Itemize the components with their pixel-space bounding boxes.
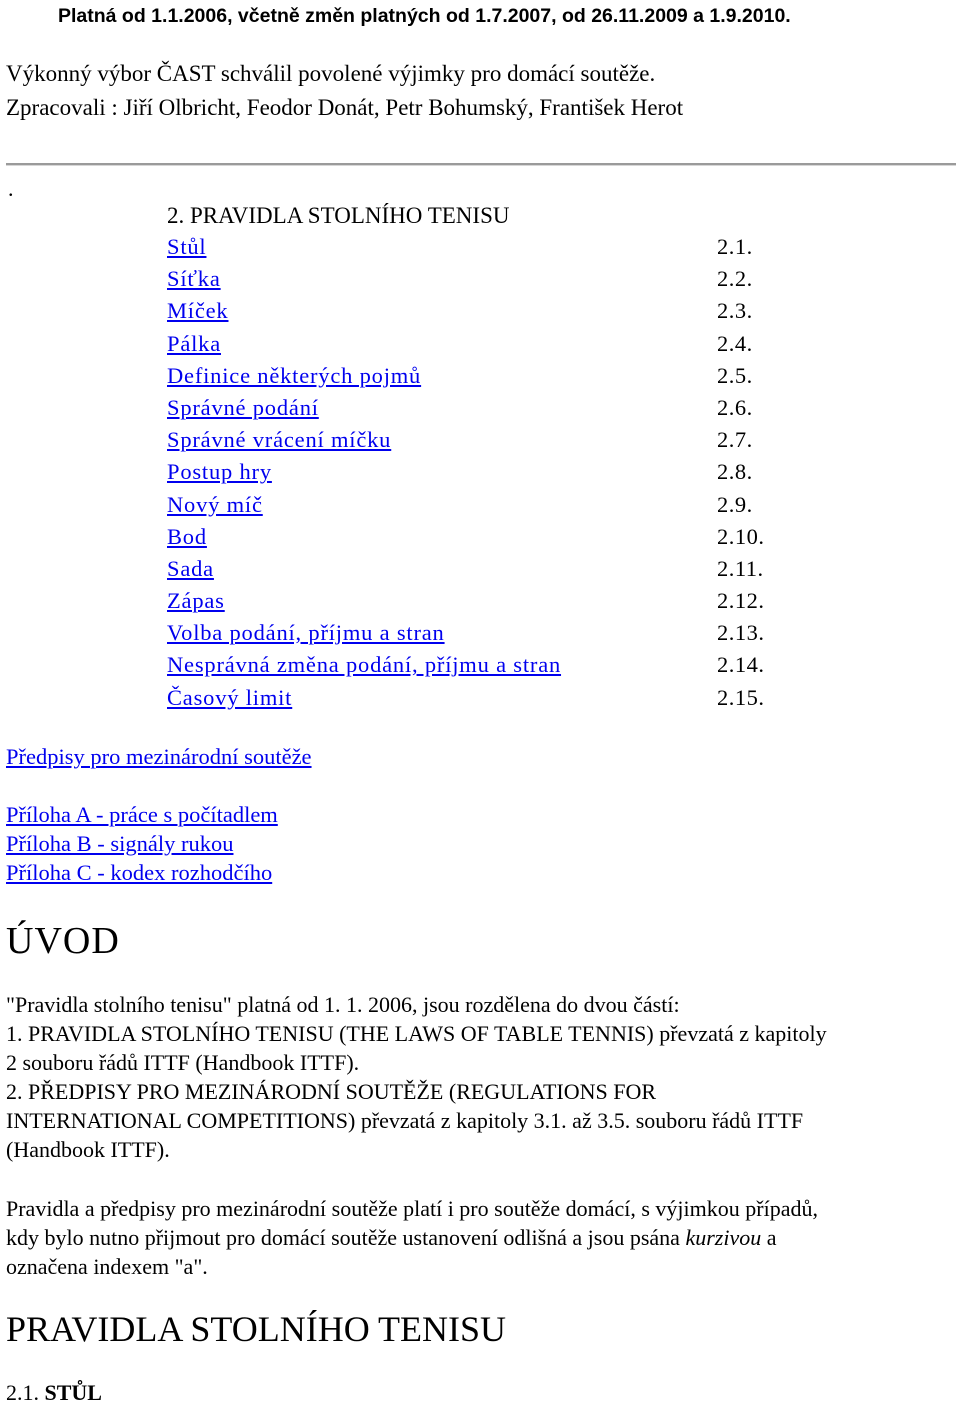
toc-number: 2.1. — [717, 234, 753, 259]
text-line: Pravidla a předpisy pro mezinárodní soutěže platí i pro soutěže domácí, s výjimkou případů, — [6, 1196, 818, 1221]
toc-row — [167, 521, 765, 553]
toc-link-volba[interactable]: Volba podání, příjmu a stran — [167, 620, 445, 646]
toc-heading: 2. PRAVIDLA STOLNÍHO TENISU — [167, 203, 510, 228]
toc-link-postup-hry[interactable]: Postup hry — [167, 459, 272, 485]
toc-link-bod[interactable]: Bod — [167, 523, 207, 549]
validity-header: Platná od 1.1.2006, včetně změn platných od 1.7.2007, od 26.11.2009 a 1.9.2010. — [58, 5, 791, 27]
toc-link-spravne-podani[interactable]: Správné podání — [167, 394, 319, 420]
toc-link-sitka[interactable]: Síťka — [167, 266, 221, 292]
toc-row — [167, 295, 753, 327]
toc-link-novy-mic[interactable]: Nový míč — [167, 491, 263, 517]
toc-number: 2.4. — [717, 330, 753, 356]
text-line — [6, 1223, 956, 1252]
toc-link-casovy-limit[interactable]: Časový limit — [167, 684, 293, 710]
toc-link-sada[interactable]: Sada — [167, 555, 214, 581]
table-of-contents — [167, 201, 765, 714]
toc-row — [167, 649, 765, 681]
toc-row — [167, 328, 753, 360]
toc-link-micek[interactable]: Míček — [167, 298, 229, 324]
rules-heading: PRAVIDLA STOLNÍHO TENISU — [6, 1309, 507, 1349]
text-run: a — [761, 1225, 777, 1250]
toc-link-nespravna-zmena[interactable]: Nesprávná změna podání, příjmu a stran — [167, 652, 562, 678]
exceptions-paragraph — [6, 1194, 956, 1281]
approval-line: Výkonný výbor ČAST schválil povolené výjimky pro domácí soutěže. — [6, 61, 656, 86]
toc-number: 2.9. — [717, 491, 753, 517]
section-title: STŮL — [44, 1380, 102, 1405]
toc-link-palka[interactable]: Pálka — [167, 330, 221, 356]
toc-number: 2.8. — [717, 459, 753, 485]
toc-link-zapas[interactable]: Zápas — [167, 588, 225, 614]
toc-link-spravne-vraceni[interactable]: Správné vrácení míčku — [167, 427, 392, 453]
toc-row — [167, 585, 765, 617]
section-heading — [6, 1378, 102, 1407]
toc-row — [167, 456, 753, 488]
toc-row — [167, 231, 753, 263]
toc-number: 2.2. — [717, 266, 753, 292]
toc-row — [167, 392, 753, 424]
related-links — [6, 742, 312, 887]
appendix-a-link[interactable]: Příloha A - práce s počítadlem — [6, 802, 278, 827]
text-line: 2 souboru řádů ITTF (Handbook ITTF). — [6, 1050, 360, 1075]
toc-number: 2.13. — [717, 620, 765, 646]
spacer — [6, 771, 312, 800]
text-run: kdy bylo nutno přijmout pro domácí soutěže ustanovení odlišná a jsou psána — [6, 1225, 686, 1250]
authors-line: Zpracovali : Jiří Olbricht, Feodor Donát, Petr Bohumský, František Herot — [6, 95, 684, 120]
horizontal-divider — [6, 163, 956, 166]
toc-list — [167, 231, 765, 714]
toc-link-definice[interactable]: Definice některých pojmů — [167, 362, 422, 388]
toc-row — [167, 617, 765, 649]
toc-number: 2.10. — [717, 523, 765, 549]
toc-row — [167, 360, 753, 392]
intro-paragraph — [6, 990, 956, 1164]
toc-row — [167, 424, 753, 456]
appendix-b-link[interactable]: Příloha B - signály rukou — [6, 831, 234, 856]
stray-dot: . — [8, 176, 14, 201]
text-line: 1. PRAVIDLA STOLNÍHO TENISU (THE LAWS OF TABLE TENNIS) převzatá z kapitoly — [6, 1021, 827, 1046]
section-number: 2.1. — [6, 1380, 45, 1405]
text-line: označena indexem "a". — [6, 1254, 208, 1279]
text-line: INTERNATIONAL COMPETITIONS) převzatá z kapitoly 3.1. až 3.5. souboru řádů ITTF — [6, 1108, 804, 1133]
toc-number: 2.14. — [717, 652, 765, 678]
toc-number: 2.12. — [717, 588, 765, 614]
toc-row — [167, 263, 753, 295]
toc-link-stul[interactable]: Stůl — [167, 234, 207, 259]
text-line: 2. PŘEDPISY PRO MEZINÁRODNÍ SOUTĚŽE (REGULATIONS FOR — [6, 1079, 657, 1104]
toc-number: 2.6. — [717, 394, 753, 420]
approval-block — [6, 57, 683, 125]
toc-number: 2.3. — [717, 298, 753, 324]
regulations-link[interactable]: Předpisy pro mezinárodní soutěže — [6, 744, 312, 769]
intro-heading: ÚVOD — [6, 920, 120, 962]
toc-row — [167, 489, 753, 521]
italic-word: kurzivou — [685, 1225, 762, 1250]
toc-row — [167, 553, 764, 585]
toc-number: 2.11. — [717, 555, 764, 581]
appendix-c-link[interactable]: Příloha C - kodex rozhodčího — [6, 860, 273, 885]
text-line: "Pravidla stolního tenisu" platná od 1. 1. 2006, jsou rozdělena do dvou částí: — [6, 992, 680, 1017]
toc-number: 2.15. — [717, 684, 765, 710]
toc-row — [167, 682, 765, 714]
toc-number: 2.7. — [717, 427, 753, 453]
text-line: (Handbook ITTF). — [6, 1137, 170, 1162]
toc-number: 2.5. — [717, 362, 753, 388]
